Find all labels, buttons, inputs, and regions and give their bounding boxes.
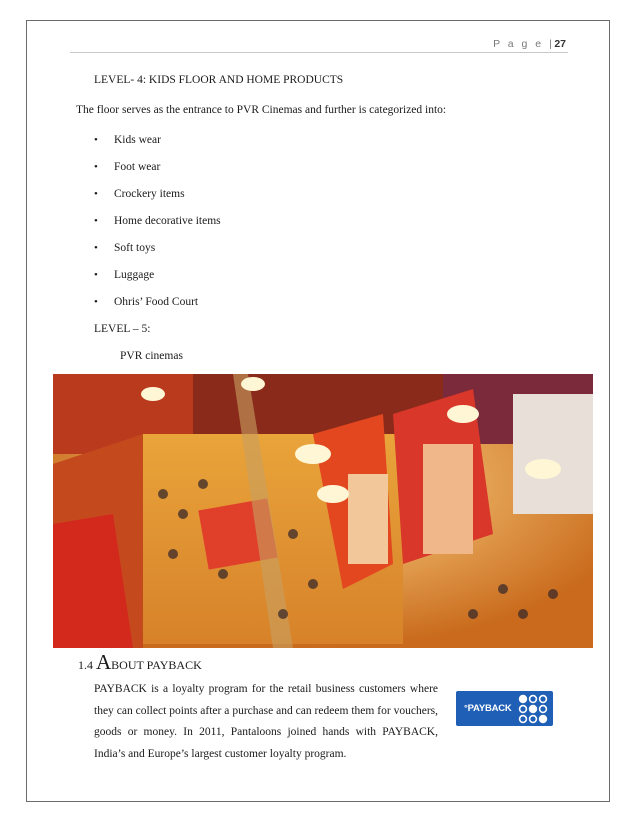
bullet-icon: • xyxy=(94,241,98,254)
page-number: 27 xyxy=(554,38,566,50)
page-separator: | xyxy=(549,38,555,50)
list-item xyxy=(94,180,221,207)
list-item-label: Ohris’ Food Court xyxy=(114,295,199,308)
page-number-header xyxy=(493,38,566,50)
list-item-label: Luggage xyxy=(114,268,155,281)
bullet-icon: • xyxy=(94,214,98,227)
level4-intro: The floor serves as the entrance to PVR Cinemas and further is categorized into: xyxy=(76,104,447,116)
mall-atrium-photo xyxy=(53,374,593,648)
level5-item: PVR cinemas xyxy=(120,350,183,362)
list-item-label: Foot wear xyxy=(114,160,161,173)
list-item-label: Kids wear xyxy=(114,133,161,146)
bullet-icon: • xyxy=(94,295,98,308)
payback-paragraph: PAYBACK is a loyalty program for the retail business customers where they can collect points after a purchase and can redeem them for vouchers, goods or money. In 2011, Pantaloons joined hands with PAYBACK, India’s and Europe’s largest customer loyalty program. xyxy=(94,683,438,760)
payback-logo xyxy=(456,691,553,726)
list-item xyxy=(94,126,221,153)
level4-heading: LEVEL- 4: KIDS FLOOR AND HOME PRODUCTS xyxy=(94,74,344,86)
list-item xyxy=(94,261,221,288)
list-item-label: Home decorative items xyxy=(114,214,221,227)
bullet-icon: • xyxy=(94,160,98,173)
payback-dots-icon xyxy=(518,694,548,724)
bullet-icon: • xyxy=(94,268,98,281)
list-item xyxy=(94,153,221,180)
list-item xyxy=(94,207,221,234)
list-item xyxy=(94,234,221,261)
payback-logo-text: °PAYBACK xyxy=(464,703,512,714)
category-list xyxy=(94,126,221,315)
list-item xyxy=(94,288,221,315)
section-heading xyxy=(78,650,202,675)
level5-heading: LEVEL – 5: xyxy=(94,323,151,335)
bullet-icon: • xyxy=(94,187,98,200)
section-title-initial: A xyxy=(96,650,112,674)
section-title: BOUT PAYBACK xyxy=(111,658,202,672)
mall-atrium-illustration xyxy=(53,374,593,648)
header-rule xyxy=(70,52,568,53)
section-number: 1.4 xyxy=(78,658,93,672)
page-label: P a g e xyxy=(493,38,544,50)
list-item-label: Soft toys xyxy=(114,241,156,254)
list-item-label: Crockery items xyxy=(114,187,185,200)
bullet-icon: • xyxy=(94,133,98,146)
